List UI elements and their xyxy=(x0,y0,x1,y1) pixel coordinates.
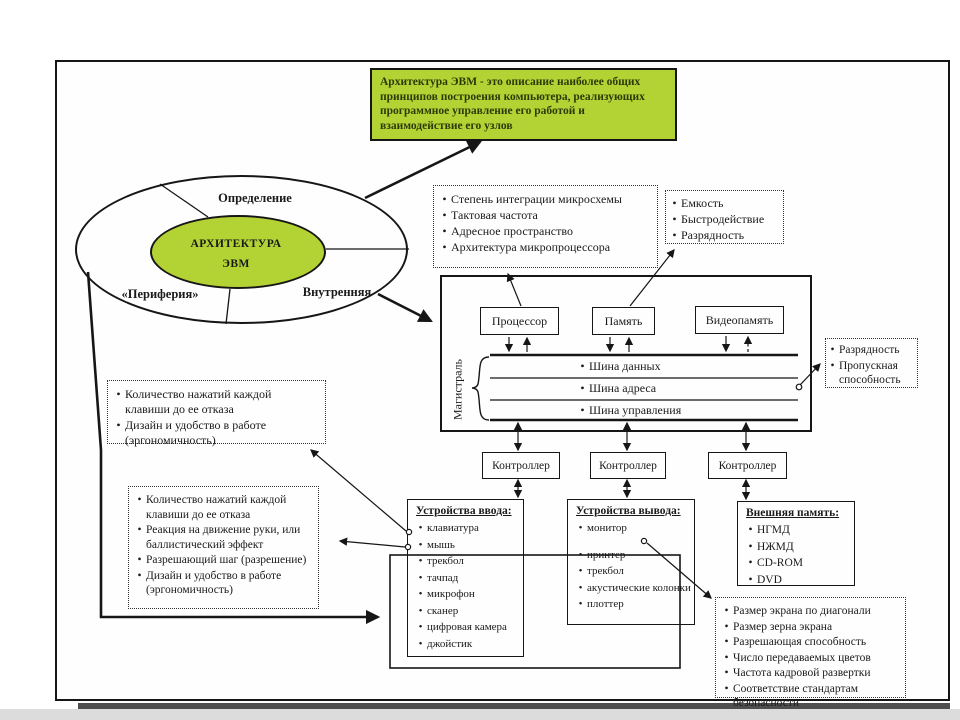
list-item xyxy=(668,212,781,227)
list-item xyxy=(826,343,917,358)
list-item-text: Реакция на движение руки, или баллистический эффект xyxy=(146,524,301,551)
list-item xyxy=(438,240,641,255)
bus-address: • Шина адреса xyxy=(576,381,656,396)
cpu-box: Процессор xyxy=(480,307,559,335)
output-devices-list xyxy=(574,521,692,613)
bullet-icon: • xyxy=(724,636,729,648)
bullet-icon: • xyxy=(578,548,583,561)
bullet-icon: • xyxy=(116,387,121,401)
list-item xyxy=(720,682,903,711)
bullet-icon: • xyxy=(748,573,753,586)
bullet-icon: • xyxy=(724,605,729,617)
list-item-text: НЖМД xyxy=(757,540,794,553)
list-item xyxy=(438,208,641,223)
list-item-text: микрофон xyxy=(427,588,475,600)
monitor-features-box xyxy=(715,597,906,709)
list-item-text: НГМД xyxy=(757,524,790,536)
list-item xyxy=(574,581,692,597)
list-item xyxy=(438,224,641,239)
list-item xyxy=(720,666,903,681)
output-devices-box xyxy=(567,499,695,625)
list-item-text: Емкость xyxy=(681,196,724,210)
sector-label-definition: Определение xyxy=(218,191,292,205)
external-memory-box xyxy=(737,501,855,586)
list-item-text: принтер xyxy=(587,548,626,561)
list-item-text: Архитектура микропроцессора xyxy=(451,240,611,254)
list-item xyxy=(668,228,781,243)
list-item-text: Размер зерна экрана xyxy=(733,620,833,633)
list-item-text: Степень интеграции микросхемы xyxy=(451,192,622,206)
core-label-line2: ЭВМ xyxy=(222,258,250,270)
bullet-icon: • xyxy=(578,581,583,594)
bullet-icon: • xyxy=(418,571,423,584)
list-item-text: акустические колонки xyxy=(587,581,691,594)
mouse-features-box xyxy=(128,486,319,609)
list-item-text: Разрешающая способность xyxy=(733,636,867,648)
list-item xyxy=(744,556,852,572)
controller-external: Контроллер xyxy=(708,452,787,479)
memory-box: Память xyxy=(592,307,655,335)
bullet-icon: • xyxy=(442,208,447,222)
list-item-text: тачпад xyxy=(427,571,459,584)
controller-input: Контроллер xyxy=(482,452,560,479)
bullet-icon: • xyxy=(418,538,423,551)
list-item-text: Размер экрана по диагонали xyxy=(733,605,871,617)
list-item-text: Дизайн и удобство в работе (эргономичность) xyxy=(125,418,267,447)
bullet-icon: • xyxy=(442,224,447,238)
bullet-icon: • xyxy=(724,667,729,679)
list-item xyxy=(133,493,314,522)
sector-label-internal: Внутренняя xyxy=(302,285,372,299)
list-item xyxy=(438,192,641,207)
bullet-icon: • xyxy=(442,240,447,254)
bullet-icon: • xyxy=(748,524,753,536)
videomemory-box: Видеопамять xyxy=(695,306,784,334)
bullet-icon: • xyxy=(137,569,142,582)
bullet-icon: • xyxy=(578,598,583,610)
memory-features-box xyxy=(665,190,784,244)
bus-features-box xyxy=(825,338,918,388)
bullet-icon: • xyxy=(418,637,423,650)
list-item xyxy=(744,540,852,556)
list-item xyxy=(112,387,319,417)
list-item xyxy=(720,651,903,666)
bullet-icon: • xyxy=(672,228,677,242)
keyboard-features-box xyxy=(107,380,326,447)
list-item xyxy=(133,523,314,552)
list-item xyxy=(133,553,314,568)
processor-features-box xyxy=(433,185,658,268)
list-item-text: Соответствие стандартам безопасности xyxy=(733,682,859,709)
list-item xyxy=(720,604,903,619)
bullet-icon: • xyxy=(580,381,585,395)
list-item-text: Адресное пространство xyxy=(451,224,573,238)
list-item-text: мышь xyxy=(427,538,455,551)
bullet-icon: • xyxy=(830,344,835,356)
list-item xyxy=(414,554,521,570)
input-devices-list xyxy=(414,521,521,652)
bullet-icon: • xyxy=(672,196,677,210)
bullet-icon: • xyxy=(748,540,753,553)
list-item xyxy=(414,571,521,587)
bullet-icon: • xyxy=(578,565,583,577)
list-item xyxy=(414,587,521,603)
bullet-icon: • xyxy=(137,554,142,566)
bullet-icon: • xyxy=(830,359,835,372)
list-item xyxy=(720,635,903,650)
list-item-text: Число передаваемых цветов xyxy=(733,651,871,664)
concept-ellipse-core xyxy=(150,215,326,289)
list-item-text: Пропускная способность xyxy=(839,359,901,386)
list-item-text: Быстродействие xyxy=(681,212,765,226)
list-item-text: Разрядность xyxy=(839,344,900,356)
list-item xyxy=(574,548,692,564)
list-item-text: сканер xyxy=(427,604,459,617)
list-item xyxy=(574,564,692,580)
list-item-text: цифровая камера xyxy=(427,621,507,633)
bus-group-label: Магистраль xyxy=(450,359,465,420)
list-item-text: клавиатура xyxy=(427,522,479,534)
bullet-icon: • xyxy=(418,555,423,567)
list-item xyxy=(414,620,521,636)
list-item-text: Разрешающий шаг (разрешение) xyxy=(146,554,307,566)
list-item xyxy=(414,521,521,537)
bullet-icon: • xyxy=(724,651,729,664)
list-item-text: плоттер xyxy=(587,598,624,610)
list-item xyxy=(133,569,314,598)
list-item-text: Разрядность xyxy=(681,228,745,242)
list-item-text: Частота кадровой развертки xyxy=(733,667,871,679)
list-item-text: трекбол xyxy=(587,565,624,577)
bullet-icon: • xyxy=(418,604,423,617)
external-memory-list xyxy=(744,523,852,588)
list-item xyxy=(414,538,521,554)
list-item xyxy=(744,523,852,539)
bullet-icon: • xyxy=(748,557,753,569)
list-item-text: DVD xyxy=(757,573,782,586)
bullet-icon: • xyxy=(580,359,585,373)
list-item-text: CD-ROM xyxy=(757,557,804,569)
list-item xyxy=(574,521,692,537)
bullet-icon: • xyxy=(578,522,583,534)
list-item xyxy=(720,620,903,635)
bullet-icon: • xyxy=(418,621,423,633)
external-memory-title: Внешняя память: xyxy=(746,507,840,519)
list-item xyxy=(112,418,319,448)
list-item xyxy=(414,637,521,653)
list-item-text: Количество нажатий каждой клавиши до ее отказа xyxy=(146,494,287,521)
list-item-text: трекбол xyxy=(427,555,464,567)
bullet-icon: • xyxy=(418,522,423,534)
bus-data: • Шина данных xyxy=(576,359,661,374)
list-item-text: Количество нажатий каждой клавиши до ее отказа xyxy=(125,387,272,416)
list-item-text: джойстик xyxy=(427,637,473,650)
list-item xyxy=(744,573,852,589)
bullet-icon: • xyxy=(137,524,142,536)
bullet-icon: • xyxy=(580,403,585,417)
bus-control: • Шина управления xyxy=(576,403,681,418)
bottom-band xyxy=(0,709,960,720)
list-item xyxy=(414,604,521,620)
input-devices-title: Устройства ввода: xyxy=(416,505,512,517)
core-label-line1: АРХИТЕКТУРА xyxy=(190,238,282,250)
input-devices-box xyxy=(407,499,524,657)
list-item xyxy=(574,597,692,613)
bullet-icon: • xyxy=(672,212,677,226)
list-item xyxy=(668,196,781,211)
list-item-text: Дизайн и удобство в работе (эргономичность) xyxy=(146,569,282,596)
controller-output: Контроллер xyxy=(590,452,666,479)
definition-box: Архитектура ЭВМ - это описание наиболее общих принципов построения компьютера, реализующих программное управление его работой и взаимодействие его узлов xyxy=(370,68,677,141)
bullet-icon: • xyxy=(137,494,142,506)
list-item-text: Тактовая частота xyxy=(451,208,538,222)
bullet-icon: • xyxy=(116,418,121,432)
bullet-icon: • xyxy=(418,588,423,600)
bullet-icon: • xyxy=(442,192,447,206)
output-devices-title: Устройства вывода: xyxy=(576,505,681,517)
sector-label-periphery: «Периферия» xyxy=(121,287,199,301)
bullet-icon: • xyxy=(724,620,729,633)
list-item-text: монитор xyxy=(587,522,627,534)
bullet-icon: • xyxy=(724,682,729,695)
list-item xyxy=(826,359,917,388)
